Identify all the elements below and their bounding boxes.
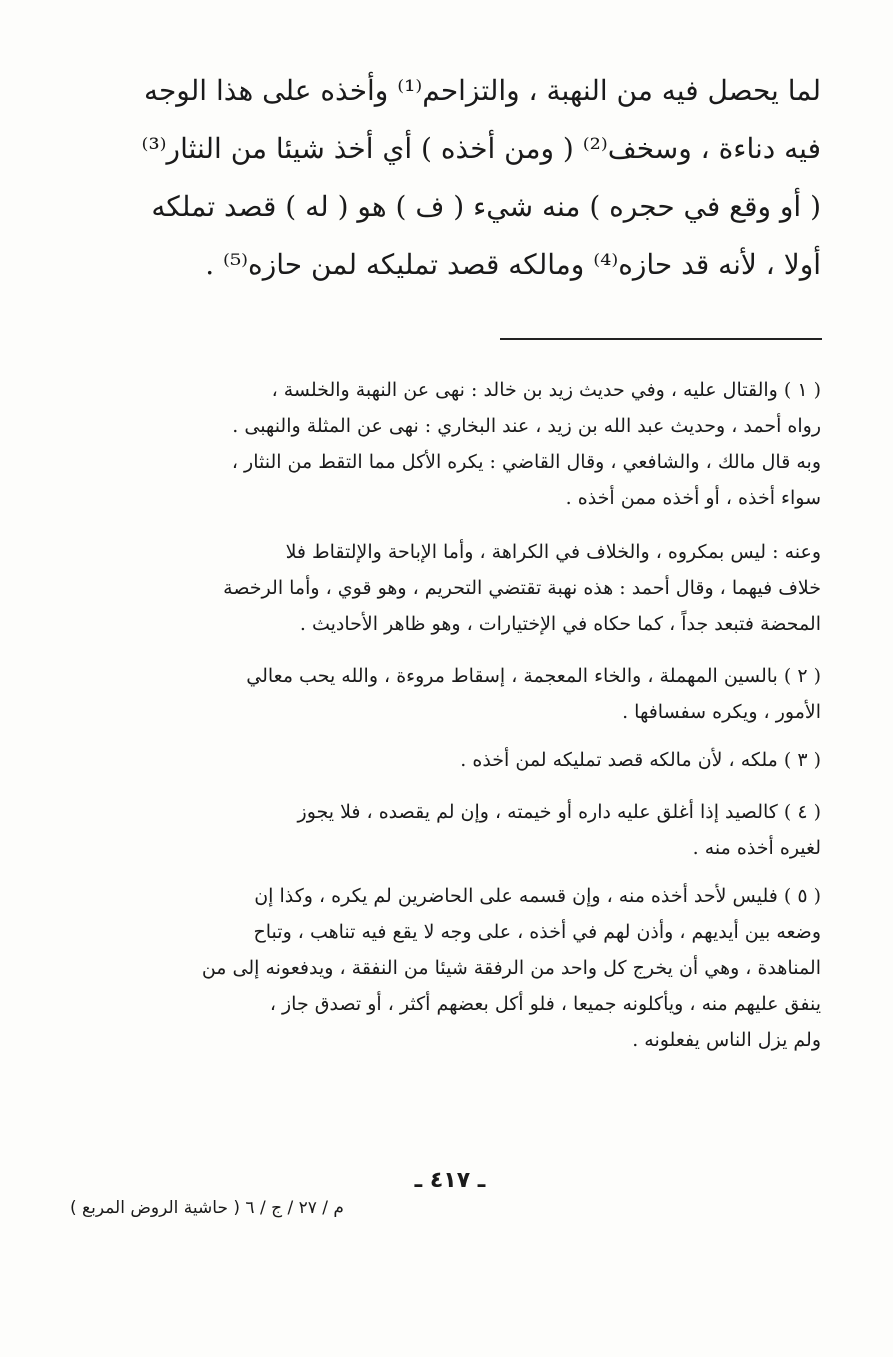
footnote-line: وعنه : ليس بمكروه ، والخلاف في الكراهة ، وأما الإباحة والإلتقاط فلا [285,541,821,563]
footnote-line: رواه أحمد ، وحديث عبد الله بن زيد ، عند البخاري : نهى عن المثلة والنهبى . [232,415,821,437]
footnote-4 [81,794,821,866]
footnote-5 [81,878,821,1058]
footnote-line: ( ٤ ) كالصيد إذا أغلق عليه داره أو خيمته ، وإن لم يقصده ، فلا يجوز [297,801,821,823]
footnote-line: ولم يزل الناس يفعلونه . [632,1029,821,1051]
footnote-line: الأمور ، ويكره سفسافها . [622,701,821,723]
footnote-separator-rule [500,338,822,340]
footnote-line: خلاف فيهما ، وقال أحمد : هذه نهبة تقتضي التحريم ، وهو قوي ، وأما الرخصة [223,577,821,599]
footnote-line: ( ٥ ) فليس لأحد أخذه منه ، وإن قسمه على الحاضرين لم يكره ، وكذا إن [254,885,821,907]
footnote-1-continued [81,534,821,642]
main-text-line: فيه دناءة ، وسخف⁽²⁾ ( ومن أخذه ) أي أخذ شيئا من النثار⁽³⁾ [141,132,821,165]
footnote-line: المناهدة ، وهي أن يخرج كل واحد من الرفقة شيئا من النفقة ، ويدفعونه إلى من [201,957,821,979]
page-number: ـ ٤١٧ ـ [414,1168,486,1193]
footnote-line: ( ٣ ) ملكه ، لأن مالكه قصد تمليكه لمن أخذه . [460,749,821,771]
footnote-line: سواء أخذه ، أو أخذه ممن أخذه . [565,487,821,509]
footnote-line: لغيره أخذه منه . [692,837,821,859]
footnote-1 [81,372,821,516]
footer-reference: م / ٢٧ / ج / ٦ ( حاشية الروض المربع ) [70,1198,344,1218]
footnote-3 [81,742,821,778]
footnotes-block [81,372,821,1068]
main-text-line: أولا ، لأنه قد حازه⁽⁴⁾ ومالكه قصد تمليكه لمن حازه⁽⁵⁾ . [205,248,821,281]
main-text-line: لما يحصل فيه من النهبة ، والتزاحم⁽¹⁾ وأخذه على هذا الوجه [143,74,821,107]
footnote-line: المحضة فتبعد جداً ، كما حكاه في الإختيارات ، وهو ظاهر الأحاديث . [299,613,821,635]
main-text-line: ( أو وقع في حجره ) منه شيء ( ف ) هو ( له ) قصد تملكه [151,190,821,223]
footnote-line: وضعه بين أيديهم ، وأذن لهم في أخذه ، على وجه لا يقع فيه تناهب ، وتباح [253,921,821,943]
footnote-2 [81,658,821,730]
footnote-line: ينفق عليهم منه ، ويأكلونه جميعا ، فلو أكل بعضهم أكثر ، أو تصدق جاز ، [269,993,821,1015]
main-text-block [91,62,821,294]
footnote-line: ( ١ ) والقتال عليه ، وفي حديث زيد بن خالد : نهى عن النهبة والخلسة ، [271,379,821,401]
footnote-line: وبه قال مالك ، والشافعي ، وقال القاضي : يكره الأكل مما التقط من النثار ، [231,451,821,473]
footnote-line: ( ٢ ) بالسين المهملة ، والخاء المعجمة ، إسقاط مروءة ، والله يحب معالي [246,665,821,687]
